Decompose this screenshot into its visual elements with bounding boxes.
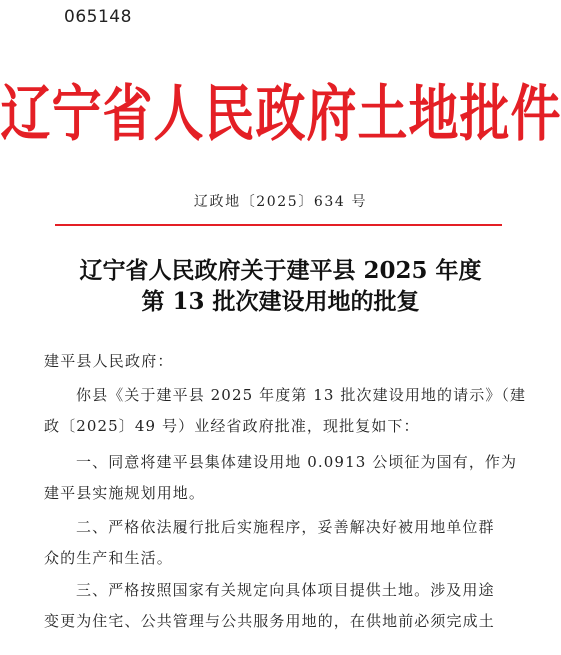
red-divider-line xyxy=(55,224,502,226)
title-line: 第 13 批次建设用地的批复 xyxy=(141,288,420,315)
document-number: 辽政地〔2025〕634 号 xyxy=(193,194,368,210)
body-line: 一、同意将建平县集体建设用地 0.0913 公顷征为国有，作为 xyxy=(76,453,518,471)
body-line: 众的生产和生活。 xyxy=(44,549,173,567)
body-line: 政〔2025〕49 号）业经省政府批准，现批复如下： xyxy=(44,417,420,435)
body-line: 三、严格按照国家有关规定向具体项目提供土地。涉及用途 xyxy=(76,581,495,599)
serial-number: 065148 xyxy=(64,7,132,27)
document-title xyxy=(0,255,561,317)
title-line: 辽宁省人民政府关于建平县 2025 年度 xyxy=(79,257,482,284)
body-line: 二、严格依法履行批后实施程序，妥善解决好被用地单位群 xyxy=(76,518,495,536)
body-line: 建平县实施规划用地。 xyxy=(44,484,206,502)
addressee: 建平县人民政府： xyxy=(44,352,174,370)
issuer-masthead: 辽宁省人民政府土地批件 xyxy=(0,78,561,150)
body-line: 变更为住宅、公共管理与公共服务用地的，在供地前必须完成土 xyxy=(44,612,495,630)
body-line: 你县《关于建平县 2025 年度第 13 批次建设用地的请示》（建 xyxy=(76,386,527,404)
